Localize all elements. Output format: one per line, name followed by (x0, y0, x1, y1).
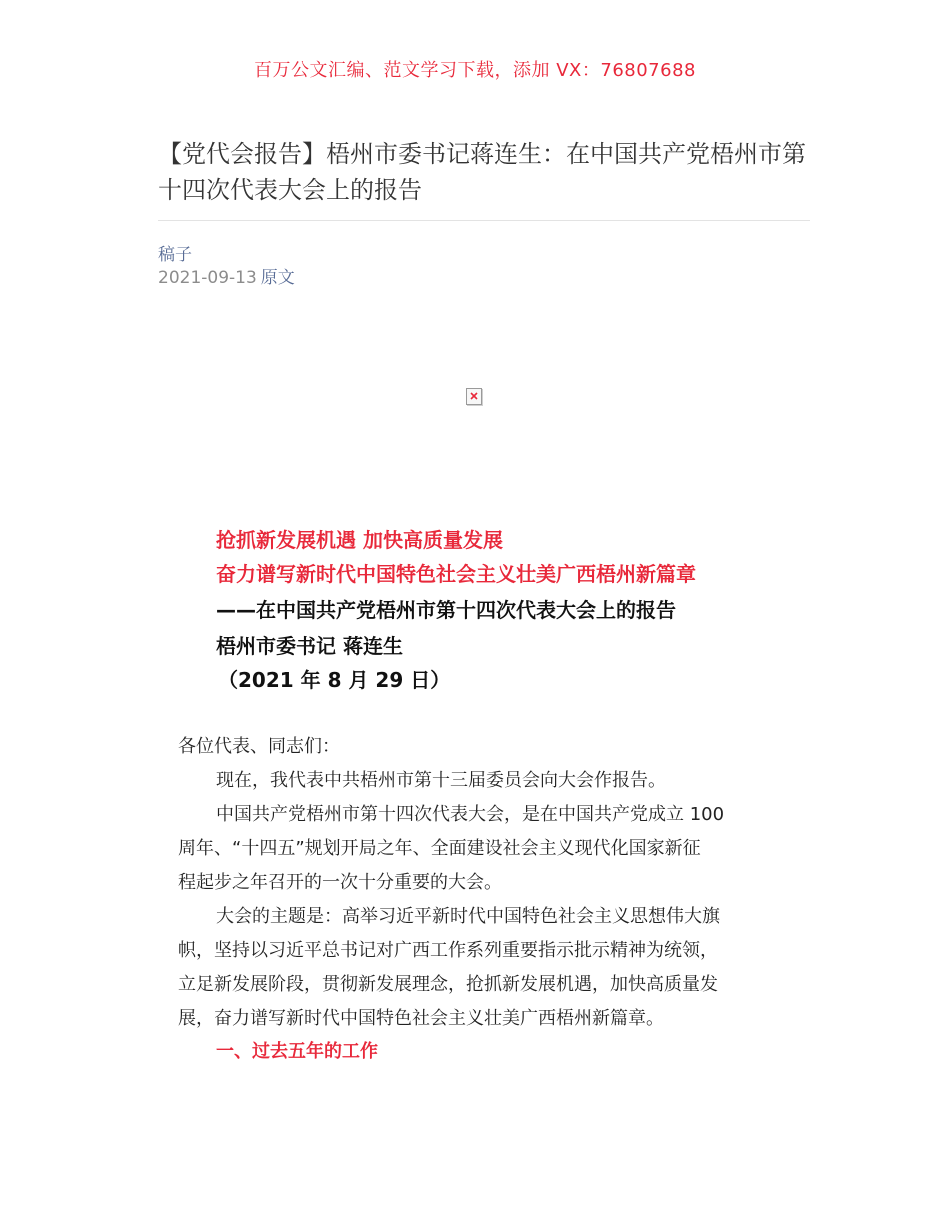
paragraph-line: 中国共产党梧州市第十四次代表大会，是在中国共产党成立 100 (216, 804, 725, 825)
greeting-line: 各位代表、同志们： (178, 736, 340, 757)
body-paragraph-2 (178, 798, 760, 900)
paragraph-line: 立足新发展阶段，贯彻新发展理念，抢抓新发展机遇，加快高质量发 (178, 974, 718, 995)
promo-banner: 百万公文汇编、范文学习下载，添加 VX：76807688 (254, 60, 696, 81)
publish-date: 2021-09-13 (158, 268, 257, 288)
report-headline-2: 奋力谱写新时代中国特色社会主义壮美广西梧州新篇章 (216, 562, 696, 586)
title-divider (158, 220, 810, 221)
body-paragraph-3 (178, 900, 760, 1036)
paragraph-line: 帜，坚持以习近平总书记对广西工作系列重要指示批示精神为统领， (178, 940, 718, 961)
paragraph-line: 展，奋力谱写新时代中国特色社会主义壮美广西梧州新篇章。 (178, 1008, 664, 1029)
article-meta (158, 263, 295, 288)
original-link[interactable]: 原文 (260, 268, 295, 288)
report-subtitle: ——在中国共产党梧州市第十四次代表大会上的报告 (216, 598, 676, 622)
author-link[interactable]: 稿子 (158, 245, 192, 265)
broken-image-icon (466, 388, 482, 405)
report-speaker: 梧州市委书记 蒋连生 (216, 634, 403, 658)
paragraph-line: 程起步之年召开的一次十分重要的大会。 (178, 872, 502, 893)
broken-image-x-icon (470, 392, 478, 400)
body-greeting (178, 730, 760, 764)
paragraph-line: 周年、“十四五”规划开局之年、全面建设社会主义现代化国家新征 (178, 838, 701, 859)
report-date: （2021 年 8 月 29 日） (218, 668, 451, 692)
article-title: 【党代会报告】梧州市委书记蒋连生：在中国共产党梧州市第十四次代表大会上的报告 (158, 140, 806, 204)
section-heading-1: 一、过去五年的工作 (216, 1041, 378, 1062)
paragraph-line: 现在，我代表中共梧州市第十三届委员会向大会作报告。 (216, 770, 666, 791)
paragraph-line: 大会的主题是：高举习近平新时代中国特色社会主义思想伟大旗 (216, 906, 720, 927)
body-paragraph-1 (216, 764, 798, 798)
report-headline-1: 抢抓新发展机遇 加快高质量发展 (216, 528, 503, 552)
